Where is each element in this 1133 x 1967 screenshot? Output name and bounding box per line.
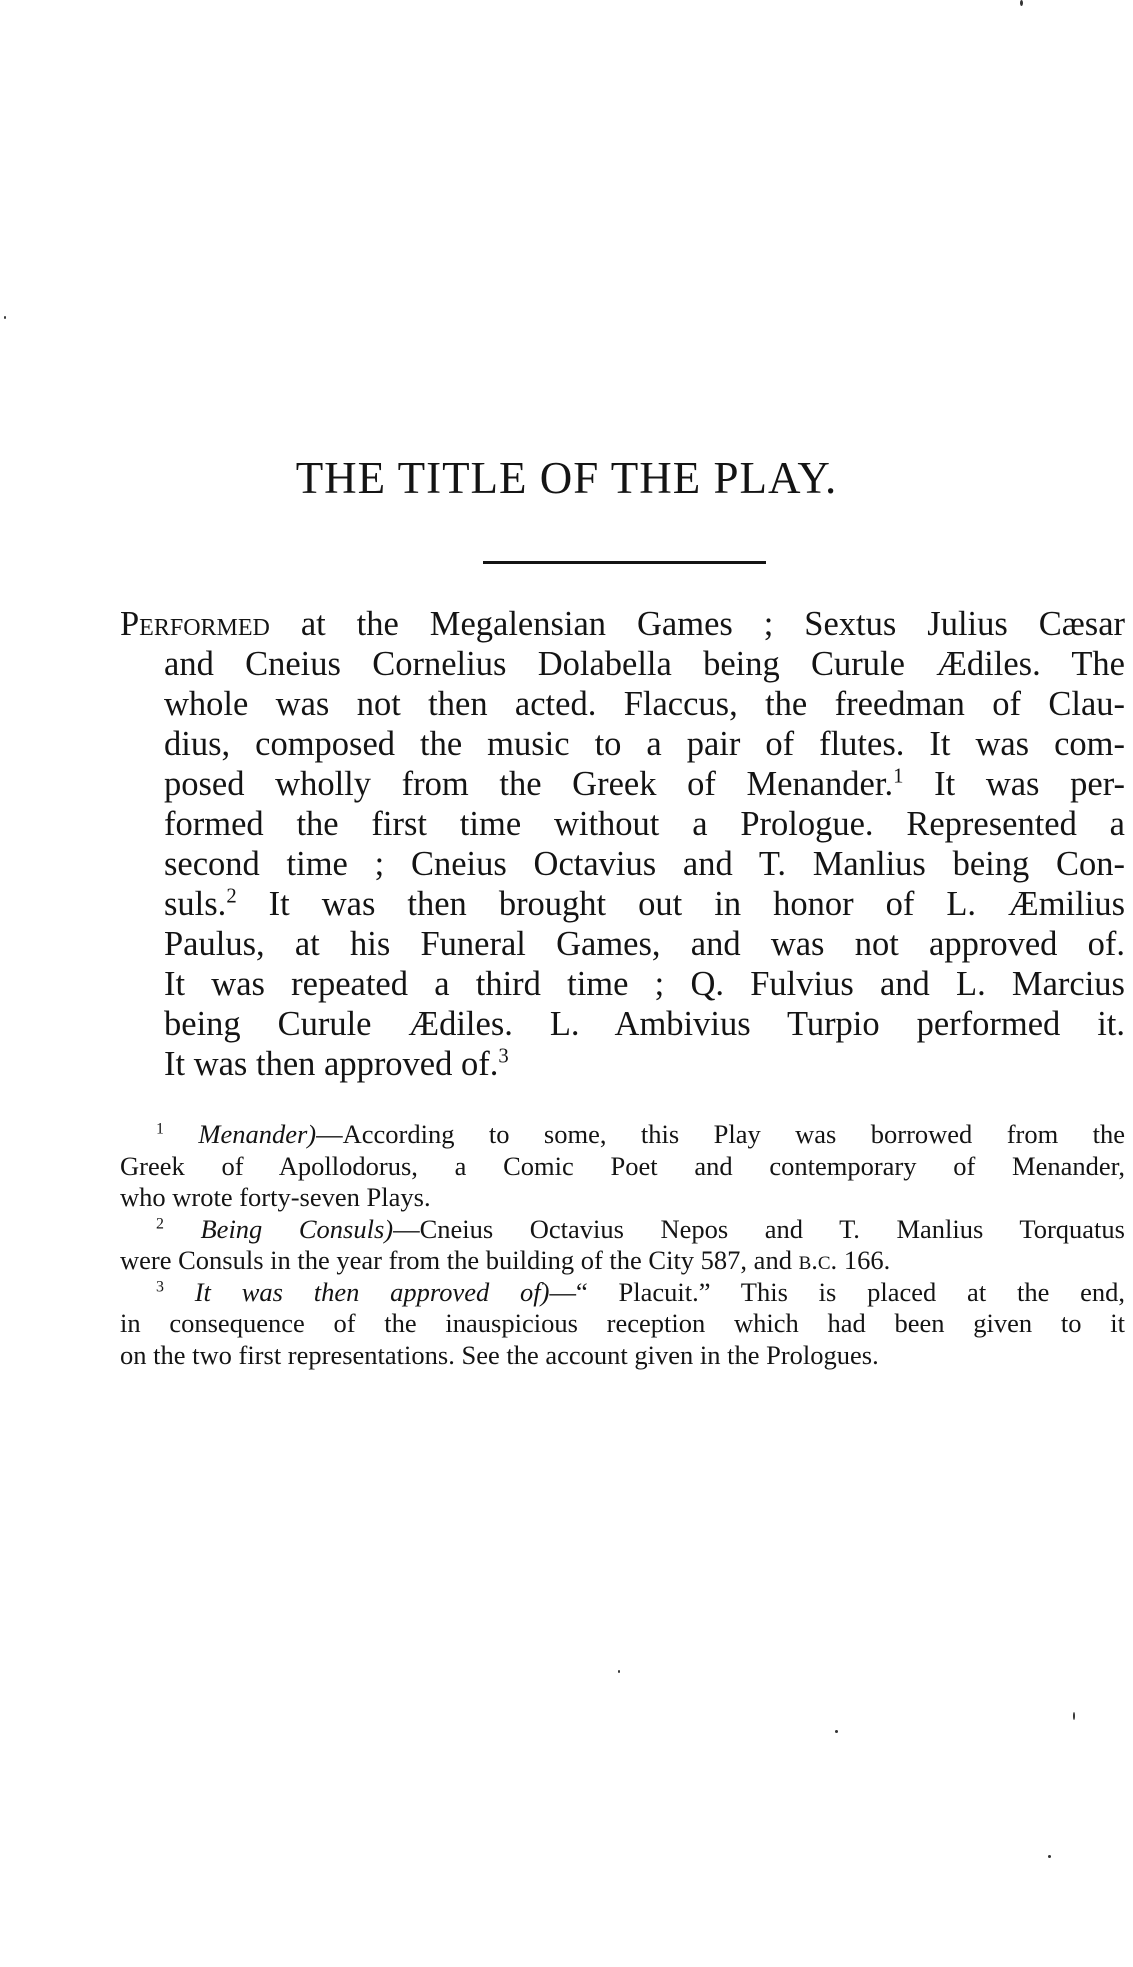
scan-speck [618,1670,620,1673]
footnote-1: $^1$ Menander)—According to some, this Play was borrowed from the Greek of Apollodorus, a Comic Poet and contemporary of Menander, who wrote forty-seven Plays. [120,1119,1126,1212]
page-title: THE TITLE OF THE PLAY. [295,453,838,503]
footnote-ref-2: 2 [226,885,237,908]
footnote-ref-1: 1 [893,765,904,788]
scan-speck [835,1730,838,1733]
footnote-term: Being Consuls) [200,1213,394,1244]
main-line-8: suls.$^2$ It was then brought out in honor of L. Æmilius [164,885,1125,923]
main-line-12: It was then approved of.$^3$ [164,1045,509,1083]
footnotes [120,1119,1125,1371]
title-rule [483,561,766,564]
footnote-number: 3 [156,1277,164,1295]
main-line-11: being Curule Ædiles. L. Ambivius Turpio performed it. [164,1005,1125,1043]
footnote-term: It was then approved of) [194,1276,550,1307]
main-line-1: Performed at the Megalensian Games ; Sextus Julius Cæsar [120,605,1125,643]
footnote-number: 1 [156,1120,164,1138]
main-line-4: dius, composed the music to a pair of flutes. It was com- [164,725,1125,763]
main-line-5: posed wholly from the Greek of Menander.$^1$ It was per- [164,765,1125,803]
scan-speck [1073,1712,1075,1720]
lead-word: Performed [120,605,270,643]
main-line-2: and Cneius Cornelius Dolabella being Curule Ædiles. The [164,645,1125,683]
main-line-9: Paulus, at his Funeral Games, and was not approved of. [164,925,1125,963]
footnote-term: Menander) [198,1119,317,1149]
main-line-7: second time ; Cneius Octavius and T. Manlius being Con- [164,845,1125,883]
footnote-3: $^3$ It was then approved of)—“ Placuit.” This is placed at the end, in consequence of the inauspicious reception which had been given to it on the two first representations. See the account given in the Prologues. [120,1276,1126,1370]
scan-speck [4,316,6,319]
scan-speck [1048,1855,1051,1858]
footnote-ref-3: 3 [498,1045,509,1068]
main-line-3: whole was not then acted. Flaccus, the freedman of Clau- [164,685,1125,723]
footnote-number: 2 [156,1214,164,1232]
footnote-2: $^2$ Being Consuls)—Cneius Octavius Nepos and T. Manlius Torquatus were Consuls in the year from the building of the City 587, and b.c. 166. [120,1213,1125,1275]
main-line-10: It was repeated a third time ; Q. Fulvius and L. Marcius [164,965,1125,1003]
scan-speck [1020,0,1023,6]
main-line-6: formed the first time without a Prologue. Represented a [164,805,1125,843]
main-paragraph [120,604,1125,1084]
